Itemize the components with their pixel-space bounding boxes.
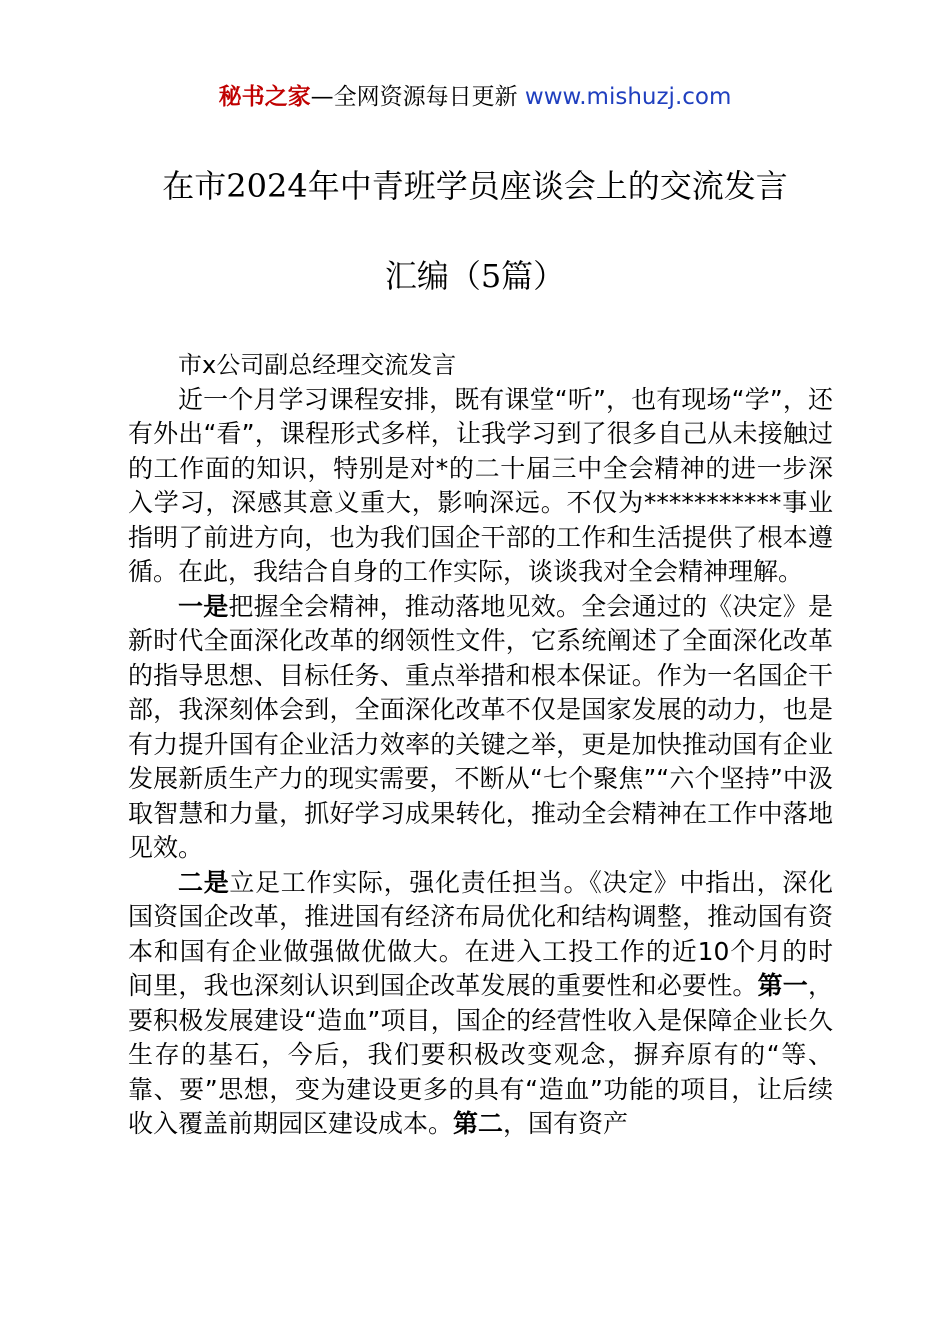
point-one-lead: 一是 <box>178 591 229 621</box>
paragraph-intro: 近一个月学习课程安排，既有课堂“听”，也有现场“学”，还有外出“看”，课程形式多样，让我学习到了很多自己从未接触过的工作面的知识，特别是对*的二十届三中全会精神的进一步深入学习，深感其意义重大，影响深远。不仅为***********事业指明了前进方向，也为我们国企干部的工作和生活提供了根本遵循。在此，我结合自身的工作实际，谈谈我对全会精神理解。 <box>128 384 833 586</box>
title-line-1: 在市2024年中青班学员座谈会上的交流发言 <box>162 167 788 205</box>
site-header <box>0 80 950 114</box>
article-body <box>128 348 833 1142</box>
site-url-link[interactable]: www.mishuzj.com <box>524 84 732 110</box>
article-subtitle: 市x公司副总经理交流发言 <box>178 351 457 379</box>
title-line-2: 汇编（5篇） <box>384 257 566 295</box>
sub-point-second: 第二 <box>453 1109 504 1138</box>
point-one-text: 把握全会精神，推动落地见效。全会通过的《决定》是新时代全面深化改革的纲领性文件，它系统阐述了全面深化改革的指导思想、目标任务、重点举措和根本保证。作为一名国企干部，我深刻体会到，全面深化改革不仅是国家发展的动力，也是有力提升国有企业活力效率的关键之举，更是加快推动国有企业发展新质生产力的现实需要，不断从“七个聚焦”“六个坚持”中汲取智慧和力量，抓好学习成果转化，推动全会精神在工作中落地见效。 <box>128 591 833 862</box>
header-tagline: —全网资源每日更新 <box>310 84 518 110</box>
sub-point-first-text: ，要积极发展建设“造血”项目，国企的经营性收入是保障企业长久生存的基石，今后，我们要积极改变观念，摒弃原有的“等、靠、要”思想，变为建设更多的具有“造血”功能的项目，让后续收入覆盖前期园区建设成本。 <box>128 971 833 1138</box>
paragraph-point-two <box>128 866 833 1142</box>
paragraph-point-one <box>128 590 833 866</box>
point-two-lead: 二是 <box>178 867 230 897</box>
brand-name: 秘书之家 <box>218 84 311 110</box>
sub-point-second-text: ，国有资产 <box>503 1109 629 1138</box>
sub-point-first: 第一 <box>757 971 808 1000</box>
document-title <box>120 162 830 300</box>
point-two-text: 立足工作实际，强化责任担当。《决定》中指出，深化国资国企改革，推进国有经济布局优化和结构调整，推动国有资本和国有企业做强做优做大。在进入工投工作的近10个月的时间里，我也深刻认识到国企改革发展的重要性和必要性。 <box>128 867 833 1000</box>
